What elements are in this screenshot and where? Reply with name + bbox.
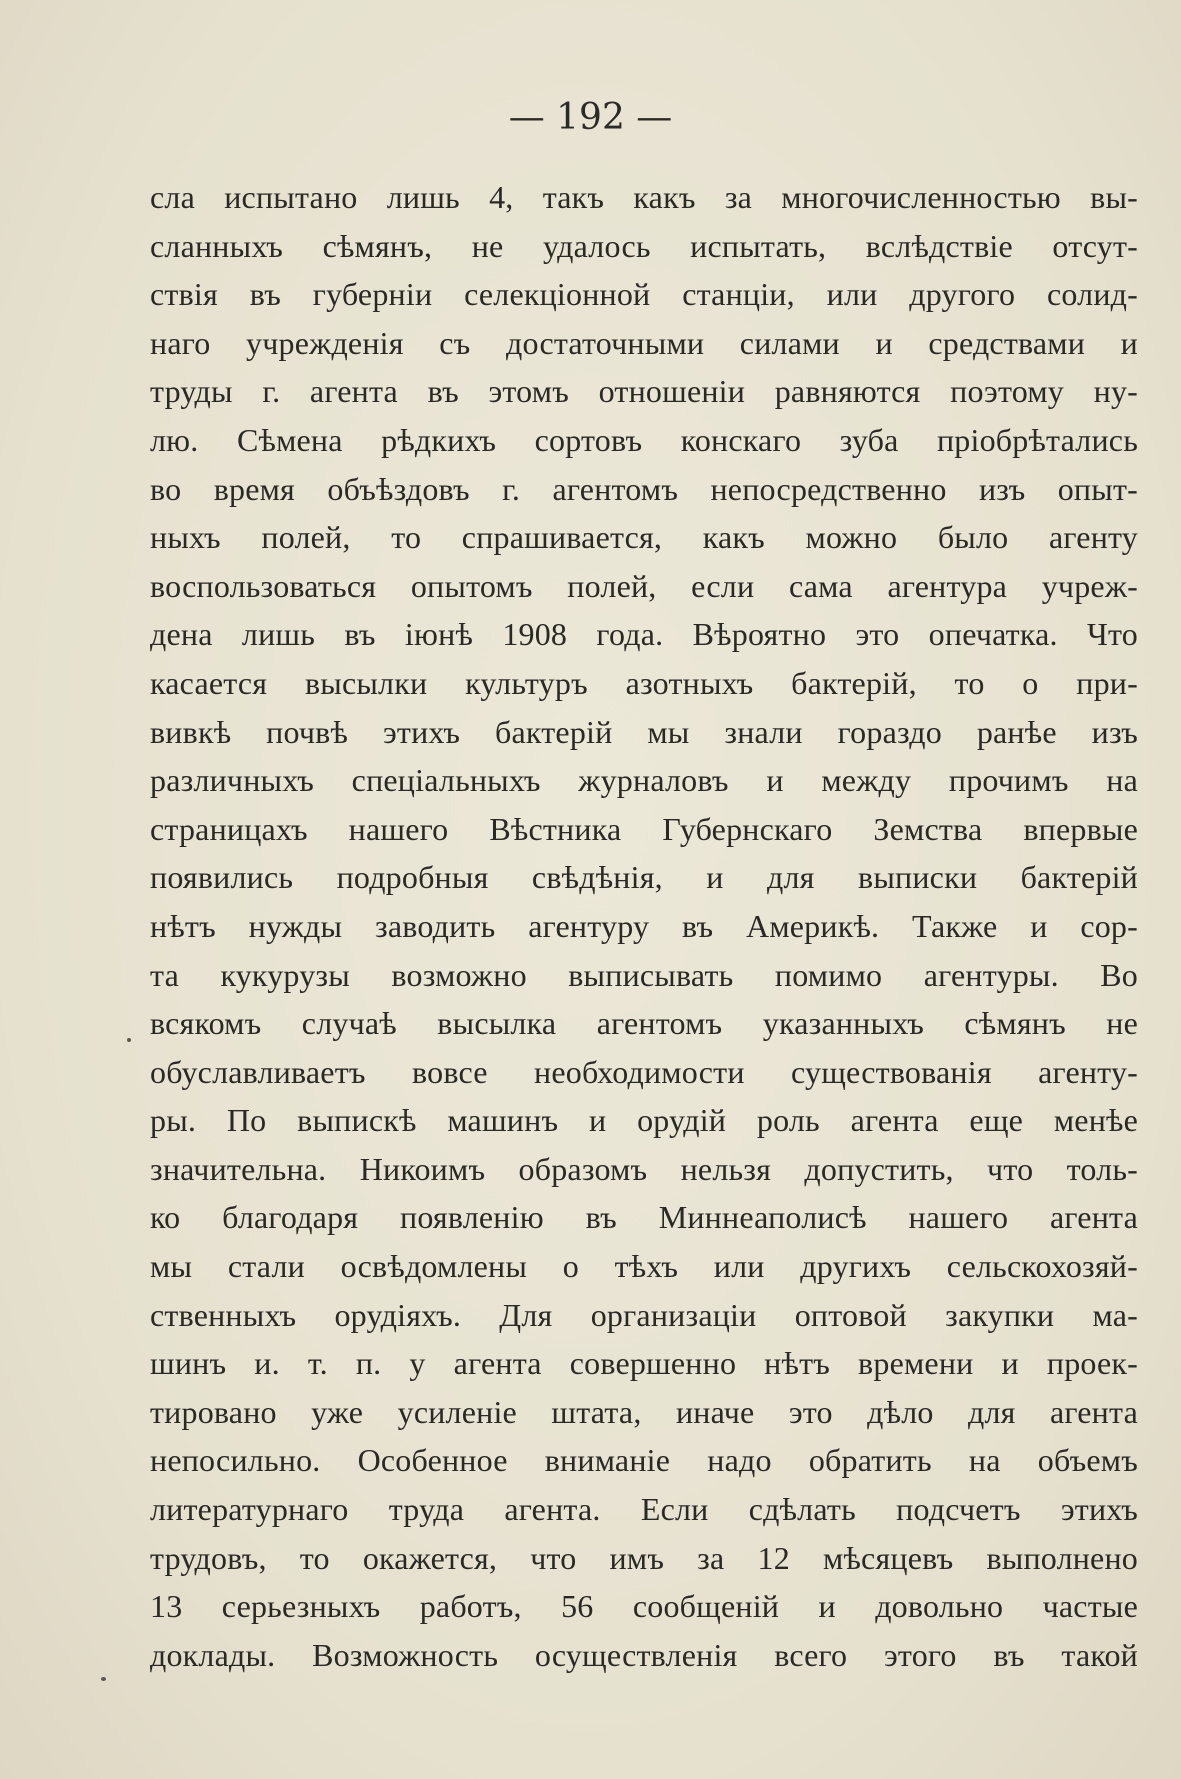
text-line: всякомъ случаѣ высылка агентомъ указанныхъ сѣмянъ не [150,1005,1138,1042]
text-line: ствія въ губерніи селекціонной станціи, или другого солид- [150,276,1138,313]
text-line: доклады. Возможность осуществленія всего этого въ такой [150,1636,1138,1673]
text-line: шинъ и. т. п. у агента совершенно нѣтъ времени и проек- [150,1345,1138,1382]
text-line: вивкѣ почвѣ этихъ бактерій мы знали гораздо ранѣе изъ [150,713,1138,750]
paper-speck [101,1677,106,1681]
paper-speck [127,1038,131,1042]
text-line: во время объѣздовъ г. агентомъ непосредственно изъ опыт- [150,470,1138,507]
text-line: непосильно. Особенное вниманіе надо обратить на объемъ [150,1442,1138,1479]
text-line: трудовъ, то окажется, что имъ за 12 мѣсяцевъ выполнено [150,1539,1138,1576]
text-line: значительна. Никоимъ образомъ нельзя допустить, что толь- [150,1150,1138,1187]
text-line: обуславливаетъ вовсе необходимости существованія агенту- [150,1053,1138,1090]
text-line: труды г. агента въ этомъ отношеніи равняются поэтому ну- [150,373,1138,410]
text-line: страницахъ нашего Вѣстника Губернскаго Земства впервые [150,810,1138,847]
body-text [150,173,1138,1679]
text-line: сланныхъ сѣмянъ, не удалось испытать, вслѣдствіе отсут- [150,227,1138,264]
text-line: та кукурузы возможно выписывать помимо агентуры. Во [150,956,1138,993]
text-line: различныхъ спеціальныхъ журналовъ и между прочимъ на [150,762,1138,799]
page-number: — 192 — [508,97,673,138]
text-line: мы стали освѣдомлены о тѣхъ или другихъ сельскохозяй- [150,1248,1138,1285]
text-line: касается высылки культуръ азотныхъ бактерій, то о при- [150,664,1138,701]
text-line: ныхъ полей, то спрашивается, какъ можно было агенту [150,519,1138,556]
text-line: ко благодаря появленію въ Миннеаполисѣ нашего агента [150,1199,1138,1236]
text-line: 13 серьезныхъ работъ, 56 сообщеній и довольно частые [150,1588,1138,1625]
text-line: литературнаго труда агента. Если сдѣлать подсчетъ этихъ [150,1491,1138,1528]
text-line: тировано уже усиленіе штата, иначе это дѣло для агента [150,1393,1138,1430]
text-line: ственныхъ орудіяхъ. Для организаціи оптовой закупки ма- [150,1296,1138,1333]
text-line: сла испытано лишь 4, такъ какъ за многочисленностью вы- [150,179,1138,215]
text-line: нѣтъ нужды заводить агентуру въ Америкѣ. Также и сор- [150,907,1138,944]
text-line: лю. Сѣмена рѣдкихъ сортовъ конскаго зуба пріобрѣтались [150,421,1138,458]
text-line: дена лишь въ іюнѣ 1908 года. Вѣроятно это опечатка. Что [150,616,1138,653]
text-line: воспользоваться опытомъ полей, если сама агентура учреж- [150,567,1138,604]
text-line: наго учрежденія съ достаточными силами и средствами и [150,324,1138,361]
text-line: ры. По выпискѣ машинъ и орудій роль агента еще менѣе [150,1102,1138,1139]
text-line: появились подробныя свѣдѣнія, и для выписки бактерій [150,859,1138,896]
